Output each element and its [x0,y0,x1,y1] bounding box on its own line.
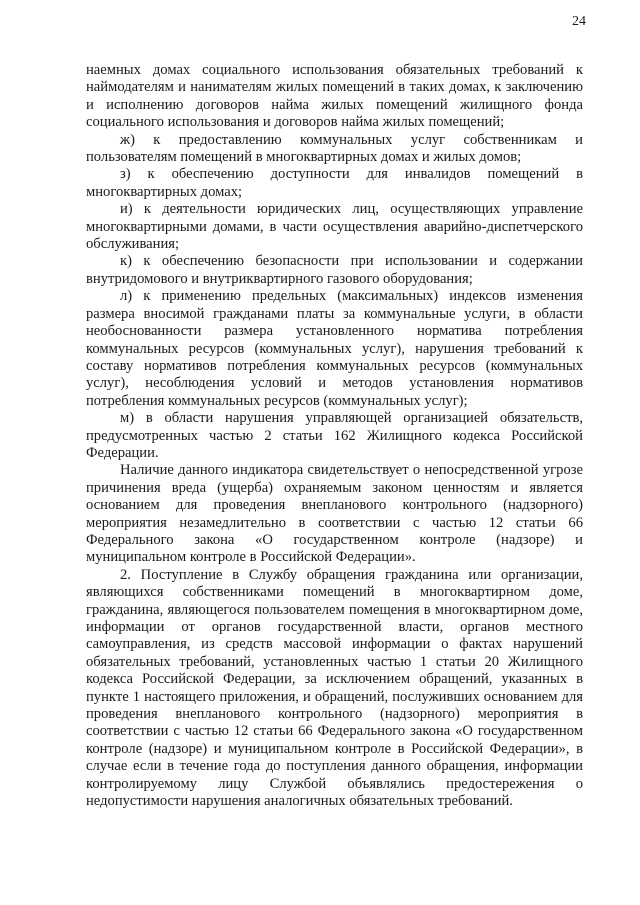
paragraph-item-z: з) к обеспечению доступности для инвалидов помещений в многоквартирных домах; [86,166,583,200]
paragraph-item-l: л) к применению предельных (максимальных) индексов изменения размера вносимой гражданами платы за коммунальные услуги, в области необоснованности размера установленного норматива потребления коммунальных ресурсов (коммунальных услуг), нарушения требований к составу нормативов потребления коммунальных ресурсов (коммунальных услуг), несоблюдения условий и методов установления нормативов потребления коммунальных ресурсов (коммунальных услуг); [86,288,583,409]
paragraph-point-2: 2. Поступление в Службу обращения гражданина или организации, являющихся собственниками помещений в многоквартирном доме, гражданина, являющегося пользователем помещения в многоквартирном доме, информации от органов государственной власти, органов местного самоуправления, из средств массовой информации о фактах нарушений обязательных требований, установленных частью 1 статьи 20 Жилищного кодекса Российской Федерации, за исключением обращений, указанных в пункте 1 настоящего приложения, и обращений, послуживших основанием для проведения внепланового контрольного (надзорного) мероприятия в соответствии с частью 12 статьи 66 Федерального закона «О государственном контроле (надзоре) и муниципальном контроле в Российской Федерации», в случае если в течение года до поступления данного обращения, информации контролируемому лицу Службой объявлялись предостережения о недопустимости нарушения аналогичных обязательных требований. [86,566,583,810]
paragraph-item-m: м) в области нарушения управляющей организацией обязательств, предусмотренных частью 2 статьи 162 Жилищного кодекса Российской Федерации. [86,410,583,461]
page-number: 24 [572,14,586,29]
paragraph-item-k: к) к обеспечению безопасности при использовании и содержании внутридомового и внутриквартирного газового оборудования; [86,253,583,287]
paragraph-item-zh: ж) к предоставлению коммунальных услуг собственникам и пользователям помещений в многоквартирных домах и жилых домов; [86,131,583,166]
paragraph-item-i: и) к деятельности юридических лиц, осуществляющих управление многоквартирными домами, в части осуществления аварийно-диспетчерского обслуживания; [86,201,583,253]
document-body [86,62,583,810]
paragraph-continuation: наемных домах социального использования обязательных требований к наймодателям и нанимателям жилых помещений в таких домах, к заключению и исполнению договоров найма жилых помещений жилищного фонда социального использования и договоров найма жилых помещений; [86,62,583,131]
paragraph-indicator-note: Наличие данного индикатора свидетельствует о непосредственной угрозе причинения вреда (ущерба) охраняемым законом ценностям и является основанием для проведения внепланового контрольного (надзорного) мероприятия незамедлительно в соответствии с частью 12 статьи 66 Федерального закона «О государственном контроле (надзоре) и муниципальном контроле в Российской Федерации». [86,462,583,566]
